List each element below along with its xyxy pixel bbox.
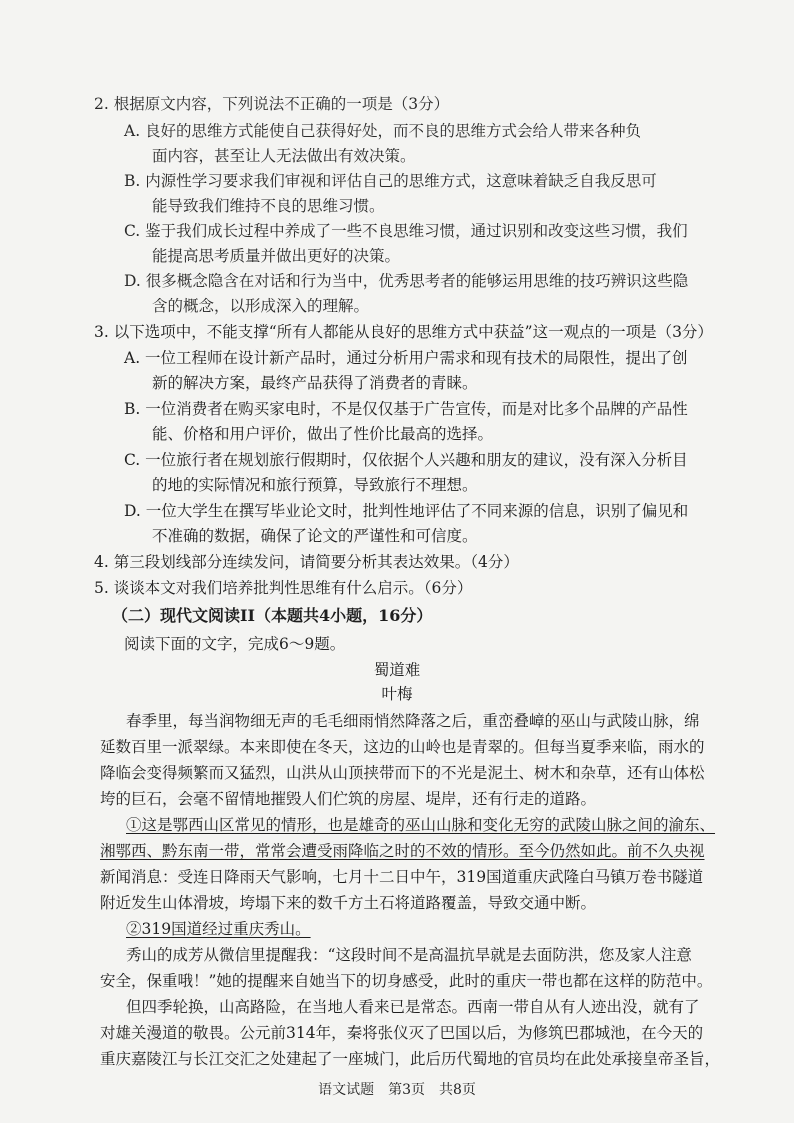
article-p3-line1: ②319国道经过重庆秀山。 bbox=[126, 920, 311, 938]
q3-option-d-line1: D. 一位大学生在撰写毕业论文时，批判性地评估了不同来源的信息，识别了偏见和 bbox=[124, 502, 689, 520]
q3-option-c-line1: C. 一位旅行者在规划旅行假期时，仅依据个人兴趣和朋友的建议，没有深入分析目 bbox=[124, 451, 688, 469]
q2-option-d-line2: 含的概念，以形成深入的理解。 bbox=[152, 297, 370, 315]
q2-option-c-line1: C. 鉴于我们成长过程中养成了一些不良思维习惯，通过识别和改变这些习惯，我们 bbox=[124, 222, 688, 240]
article-author: 叶梅 bbox=[381, 685, 413, 703]
article-p5-line1: 但四季轮换，山高路险，在当地人看来已是常态。西南一带自从有人迹出没，就有了 bbox=[126, 998, 700, 1016]
reading-instruction: 阅读下面的文字，完成6～9题。 bbox=[124, 635, 346, 653]
q2-option-b-line2: 能导致我们维持不良的思维习惯。 bbox=[152, 197, 385, 215]
section-heading: （二）现代文阅读II（本题共4小题，16分） bbox=[112, 606, 433, 625]
q3-option-d-line2: 不准确的数据，确保了论文的严谨性和可信度。 bbox=[152, 527, 478, 545]
q3-option-b-line1: B. 一位消费者在购买家电时，不是仅仅基于广告宣传，而是对比多个品牌的产品性 bbox=[124, 400, 688, 418]
article-title: 蜀道难 bbox=[373, 661, 421, 679]
page-footer: 语文试题 第3页 共8页 bbox=[318, 1082, 476, 1098]
article-p2-line4: 附近发生山体滑坡，垮塌下来的数千方土石将道路覆盖，导致交通中断。 bbox=[100, 894, 597, 912]
q2-option-a-line1: A. 良好的思维方式能使自己获得好处，而不良的思维方式会给人带来各种负 bbox=[124, 122, 642, 140]
article-p2-line3: 新闻消息：受连日降雨天气影响，七月十二日中午，319国道重庆武隆白马镇万卷书隧道 bbox=[100, 868, 704, 886]
q3-option-b-line2: 能、价格和用户评价，做出了性价比最高的选择。 bbox=[152, 425, 494, 443]
article-p1-line1: 春季里，每当润物细无声的毛毛细雨悄然降落之后，重峦叠嶂的巫山与武陵山脉，绵 bbox=[126, 712, 700, 730]
article-p1-line3: 降临会变得频繁而又猛烈，山洪从山顶挟带而下的不光是泥土、树木和杂草，还有山体松 bbox=[100, 764, 705, 782]
article-p2-line1: ①这是鄂西山区常见的情形，也是雄奇的巫山山脉和变化无穷的武陵山脉之间的渝东、 bbox=[126, 816, 716, 834]
article-p5-line2: 对雄关漫道的敬畏。公元前314年，秦将张仪灭了巴国以后，为修筑巴郡城池，在今天的 bbox=[100, 1024, 704, 1042]
q2-option-b-line1: B. 内源性学习要求我们审视和评估自己的思维方式，这意味着缺乏自我反思可 bbox=[124, 172, 657, 190]
q2-option-d-line1: D. 很多概念隐含在对话和行为当中，优秀思考者的能够运用思维的技巧辨识这些隐 bbox=[124, 272, 689, 290]
article-p4-line2: 安全，保重哦！”她的提醒来自她当下的切身感受，此时的重庆一带也都在这样的防范中。 bbox=[100, 972, 713, 990]
article-p1-line4: 垮的巨石，会毫不留情地摧毁人们伫筑的房屋、堤岸，还有行走的道路。 bbox=[100, 790, 597, 808]
article-p4-line1: 秀山的成芳从微信里提醒我：“这段时间不是高温抗旱就是去面防洪，您及家人注意 bbox=[126, 946, 692, 964]
question-4-stem: 4. 第三段划线部分连续发问，请简要分析其表达效果。（4分） bbox=[94, 553, 519, 571]
article-p1-line2: 延数百里一派翠绿。本来即使在冬天，这边的山岭也是青翠的。但每当夏季来临，雨水的 bbox=[100, 738, 705, 756]
question-2-stem: 2. 根据原文内容，下列说法不正确的一项是（3分） bbox=[94, 95, 450, 113]
article-p2-line2: 湘鄂西、黔东南一带，常常会遭受雨降临之时的不效的情形。至今仍然如此。前不久央视 bbox=[100, 842, 705, 860]
q3-option-c-line2: 的地的实际情况和旅行预算，导致旅行不理想。 bbox=[152, 476, 478, 494]
q2-option-c-line2: 能提高思考质量并做出更好的决策。 bbox=[152, 247, 401, 265]
q2-option-a-line2: 面内容，甚至让人无法做出有效决策。 bbox=[152, 147, 416, 165]
article-p5-line3: 重庆嘉陵江与长江交汇之处建起了一座城门，此后历代蜀地的官员均在此处承接皇帝圣旨， bbox=[100, 1050, 721, 1068]
question-3-stem: 3. 以下选项中，不能支撑“所有人都能从良好的思维方式中获益”这一观点的一项是（3分） bbox=[94, 323, 713, 341]
q3-option-a-line2: 新的解决方案，最终产品获得了消费者的青睐。 bbox=[152, 374, 478, 392]
question-5-stem: 5. 谈谈本文对我们培养批判性思维有什么启示。（6分） bbox=[94, 579, 473, 597]
q3-option-a-line1: A. 一位工程师在设计新产品时，通过分析用户需求和现有技术的局限性，提出了创 bbox=[124, 349, 688, 367]
